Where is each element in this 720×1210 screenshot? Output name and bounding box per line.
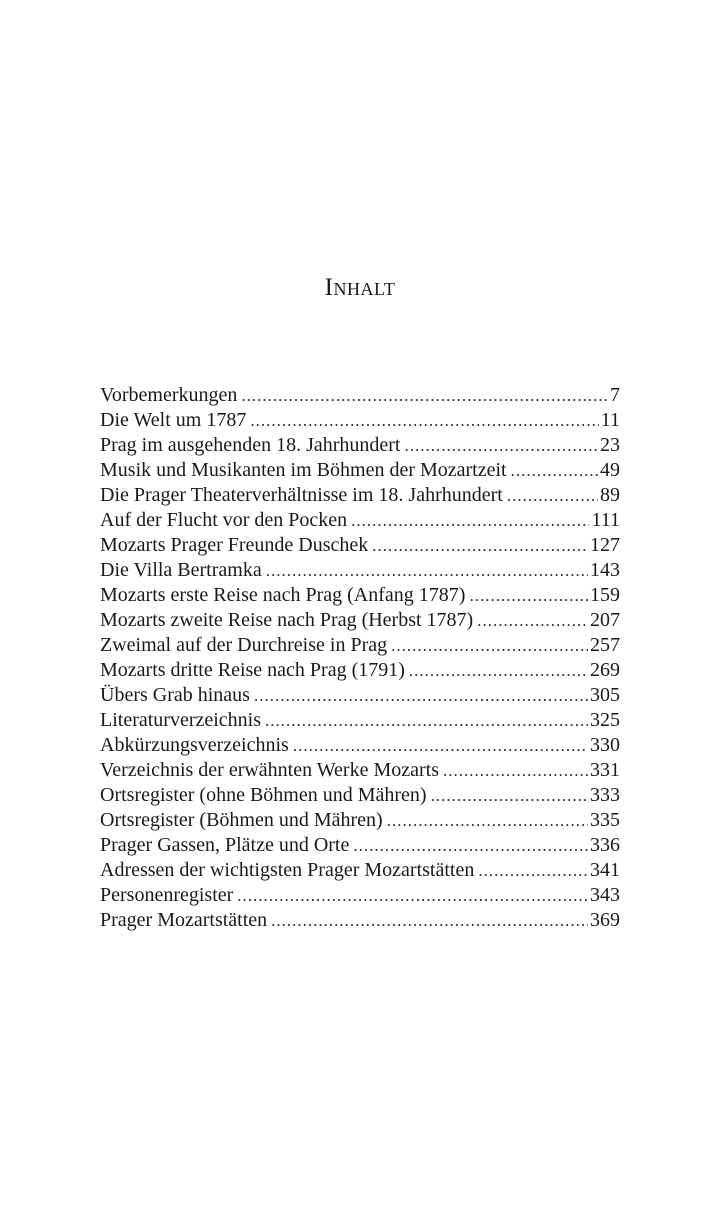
toc-entry-page-number: 11 bbox=[600, 409, 620, 431]
toc-entry bbox=[100, 408, 620, 433]
toc-dot-leader bbox=[254, 683, 588, 708]
toc-entry-title: Die Welt um 1787 bbox=[100, 409, 247, 431]
toc-entry-title: Verzeichnis der erwähnten Werke Mozarts bbox=[100, 759, 439, 781]
toc-entry bbox=[100, 783, 620, 808]
toc-dot-leader bbox=[477, 608, 588, 633]
toc-entry-page-number: 369 bbox=[590, 909, 620, 931]
toc-dot-leader bbox=[266, 558, 588, 583]
toc-dot-leader bbox=[353, 833, 588, 858]
toc-dot-leader bbox=[443, 758, 588, 783]
toc-entry-title: Mozarts dritte Reise nach Prag (1791) bbox=[100, 659, 405, 681]
toc-entry-page-number: 343 bbox=[590, 884, 620, 906]
toc-entry-page-number: 333 bbox=[590, 784, 620, 806]
page-title: Inhalt bbox=[324, 274, 396, 301]
toc-entry-page-number: 23 bbox=[600, 434, 620, 456]
toc-entry-page-number: 269 bbox=[590, 659, 620, 681]
toc-entry-page-number: 257 bbox=[590, 634, 620, 656]
toc-entry bbox=[100, 483, 620, 508]
toc-entry bbox=[100, 858, 620, 883]
toc-dot-leader bbox=[237, 883, 588, 908]
toc-dot-leader bbox=[387, 808, 588, 833]
toc-entry bbox=[100, 658, 620, 683]
toc-entry-title: Die Prager Theaterverhältnisse im 18. Jahrhundert bbox=[100, 484, 503, 506]
toc-entry bbox=[100, 383, 620, 408]
toc-entry-title: Mozarts Prager Freunde Duschek bbox=[100, 534, 369, 556]
toc-dot-leader bbox=[431, 783, 588, 808]
toc-dot-leader bbox=[265, 708, 588, 733]
toc-entry-title: Vorbemerkungen bbox=[100, 384, 238, 406]
toc-dot-leader bbox=[409, 658, 588, 683]
toc-entry bbox=[100, 458, 620, 483]
toc-dot-leader bbox=[511, 458, 598, 483]
toc-entry bbox=[100, 733, 620, 758]
toc-entry-page-number: 89 bbox=[600, 484, 620, 506]
toc-entry-title: Prager Mozartstätten bbox=[100, 909, 268, 931]
toc-entry-page-number: 336 bbox=[590, 834, 620, 856]
toc-entry-title: Übers Grab hinaus bbox=[100, 684, 250, 706]
toc-entry-title: Abkürzungsverzeichnis bbox=[100, 734, 289, 756]
toc-entry bbox=[100, 608, 620, 633]
toc-entry-page-number: 49 bbox=[600, 459, 620, 481]
toc-entry-title: Personenregister bbox=[100, 884, 234, 906]
toc-entry-title: Ortsregister (Böhmen und Mähren) bbox=[100, 809, 383, 831]
toc-entry-title: Mozarts erste Reise nach Prag (Anfang 1787) bbox=[100, 584, 466, 606]
toc-entry-page-number: 159 bbox=[590, 584, 620, 606]
toc-entry-page-number: 7 bbox=[610, 384, 620, 406]
toc-entry-page-number: 331 bbox=[590, 759, 620, 781]
toc-entry-title: Auf der Flucht vor den Pocken bbox=[100, 509, 348, 531]
toc-dot-leader bbox=[293, 733, 588, 758]
toc-dot-leader bbox=[469, 583, 588, 608]
toc-dot-leader bbox=[404, 433, 598, 458]
toc-dot-leader bbox=[271, 908, 588, 933]
toc-dot-leader bbox=[250, 408, 598, 433]
toc-entry bbox=[100, 808, 620, 833]
toc-entry-page-number: 330 bbox=[590, 734, 620, 756]
toc-entry bbox=[100, 683, 620, 708]
toc-entry-page-number: 111 bbox=[591, 509, 620, 531]
toc-dot-leader bbox=[351, 508, 589, 533]
toc-entry-title: Adressen der wichtigsten Prager Mozartstätten bbox=[100, 859, 475, 881]
toc-entry-title: Zweimal auf der Durchreise in Prag bbox=[100, 634, 388, 656]
toc-entry bbox=[100, 533, 620, 558]
toc-dot-leader bbox=[241, 383, 608, 408]
toc-entry-page-number: 127 bbox=[590, 534, 620, 556]
toc-entry-title: Prag im ausgehenden 18. Jahrhundert bbox=[100, 434, 401, 456]
toc-entry-title: Prager Gassen, Plätze und Orte bbox=[100, 834, 350, 856]
toc-entry-title: Ortsregister (ohne Böhmen und Mähren) bbox=[100, 784, 427, 806]
toc-entry bbox=[100, 908, 620, 933]
toc-entry bbox=[100, 708, 620, 733]
toc-entry-title: Die Villa Bertramka bbox=[100, 559, 262, 581]
toc-entry bbox=[100, 433, 620, 458]
toc-entry-page-number: 325 bbox=[590, 709, 620, 731]
toc-entry bbox=[100, 633, 620, 658]
toc-entry-title: Musik und Musikanten im Böhmen der Mozartzeit bbox=[100, 459, 507, 481]
toc-entry bbox=[100, 758, 620, 783]
toc-entry-page-number: 143 bbox=[590, 559, 620, 581]
toc-entry-page-number: 341 bbox=[590, 859, 620, 881]
toc-entry bbox=[100, 508, 620, 533]
toc-dot-leader bbox=[507, 483, 598, 508]
toc-entry bbox=[100, 558, 620, 583]
toc-entry-page-number: 335 bbox=[590, 809, 620, 831]
table-of-contents bbox=[100, 383, 620, 933]
toc-dot-leader bbox=[372, 533, 588, 558]
toc-entry-title: Mozarts zweite Reise nach Prag (Herbst 1787) bbox=[100, 609, 474, 631]
toc-entry bbox=[100, 833, 620, 858]
toc-entry-page-number: 207 bbox=[590, 609, 620, 631]
toc-entry-title: Literaturverzeichnis bbox=[100, 709, 262, 731]
toc-entry bbox=[100, 883, 620, 908]
toc-dot-leader bbox=[391, 633, 588, 658]
toc-entry-page-number: 305 bbox=[590, 684, 620, 706]
toc-dot-leader bbox=[478, 858, 588, 883]
toc-entry bbox=[100, 583, 620, 608]
